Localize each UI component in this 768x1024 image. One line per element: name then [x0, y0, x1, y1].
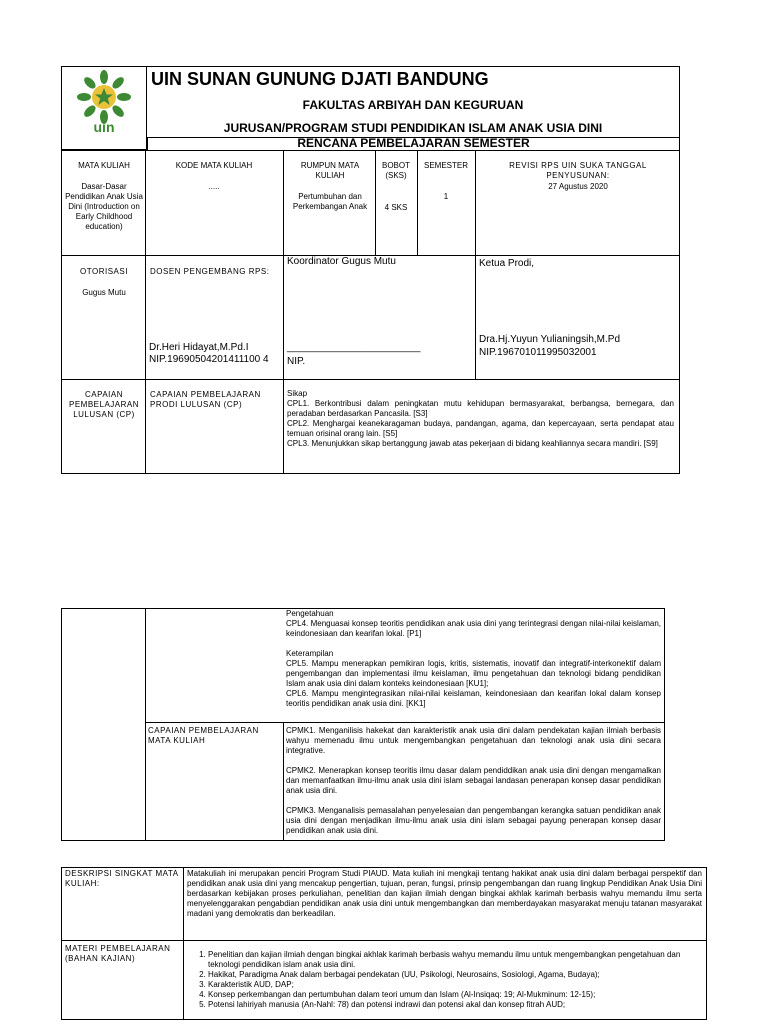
bobot-label: BOBOT (SKS) — [381, 161, 410, 180]
cpmk-block — [286, 726, 661, 836]
otorisasi-sub: Gugus Mutu — [82, 288, 126, 297]
kaprodi-nip: NIP.196701011995032001 — [479, 347, 597, 358]
list-item: 1. Penelitian dan kajian ilmiah dengan bingkai akhlak karimah berbasis wahyu memandu ilmu untuk mengembangkan pengetahuan dan teknologi pendidikan islam anak usia dini. — [208, 950, 681, 970]
list-item: 2. Hakikat, Paradigma Anak dalam berbagai pendekatan (UU, Psikologi, Neurosains, Sosiologi, Agama, Budaya); — [208, 970, 681, 980]
koordinator-label: Koordinator Gugus Mutu — [287, 256, 396, 267]
dosen-name: Dr.Heri Hidayat,M.Pd.I — [149, 342, 249, 353]
list-item: 4. Konsep perkembangan dan pertumbuhan dalam teori umum dan Islam (Al-Insiqaq: 19; Al-Mukminum: 12-15); — [208, 990, 681, 1000]
cpl2-text: CPL2. Menghargai keanekaragaman budaya, pandangan, agama, dan kepercayaan, serta pendapat atau temuan orisinal orang lain. [S5] — [287, 419, 674, 438]
department-name: JURUSAN/PROGRAM STUDI PENDIDIKAN ISLAM ANAK USIA DINI — [223, 121, 603, 135]
kode-mk-label: KODE MATA KULIAH — [175, 161, 253, 170]
cpmk3-text: CPMK3. Menganalisis pemasalahan penyelesaian dan pengembangan kerangka satuan pendidikan anak usia dini dengan menjadikan ilmu-ilmu anak usia dini islam sebagai payung penerapan konsep dasar pendidikan anak usia dini. — [286, 806, 661, 835]
materi-label: MATERI PEMBELAJARAN (BAHAN KAJIAN) — [65, 944, 171, 963]
pengetahuan-block — [286, 609, 661, 709]
cp-prodi-label: CAPAIAN PEMBELAJARAN PRODI LULUSAN (CP) — [150, 390, 261, 409]
dosen-nip: NIP.19690504201411100 4 — [149, 354, 269, 365]
faculty-name: FAKULTAS ARBIYAH DAN KEGURUAN — [302, 98, 524, 112]
koordinator-signature-line: ________________________ — [287, 342, 421, 353]
kaprodi-name: Dra.Hj.Yuyun Yulianingsih,M.Pd — [479, 334, 621, 345]
list-item: 5. Potensi lahiriyah manusia (An-Nahl: 78) dan potensi indrawi dan potensi akal dan konsep fitrah AUD; — [208, 1000, 681, 1010]
keterampilan-title: Keterampilan — [286, 649, 334, 658]
cpl6-text: CPL6. Mampu mengintegrasikan nilai-nilai keislaman, keindonesiaan dan kearifan lokal dalam konsep teoritis pendidikan anak usia dini. [KK1] — [286, 689, 661, 708]
cpl-label: CAPAIAN PEMBELAJARAN LULUSAN (CP) — [68, 390, 140, 419]
rumpun-value: Pertumbuhan dan Perkembangan Anak — [292, 192, 368, 211]
revisi-label: REVISI RPS UIN SUKA TANGGAL PENYUSUNAN: — [509, 161, 647, 180]
cpl4-text: CPL4. Menguasai konsep teoritis pendidikan anak usia dini yang terintegrasi dengan nilai-nilai keislaman, keindonesiaan dan kearifan lokal. [P1] — [286, 619, 661, 638]
kaprodi-label: Ketua Prodi, — [479, 258, 535, 269]
mata-kuliah-value: Dasar-Dasar Pendidikan Anak Usia Dini (Introduction on Early Childhood education) — [65, 182, 143, 231]
cp-sikap-block — [287, 389, 674, 449]
cpl5-text: CPL5. Mampu menerapkan pemikiran logis, kritis, sistematis, inovatif dan integratif-interkonektif dalam pengembangan dan implementasi ilmu keislaman, ilmu pengetahuan dan teknologi bidang pendidikan Islam anak usia dini dalam konteks keindonesiaan [KU1]; — [286, 659, 661, 688]
revisi-value: 27 Agustus 2020 — [548, 182, 608, 191]
semester-value: 1 — [443, 192, 449, 201]
cpmk-label: CAPAIAN PEMBELAJARAN MATA KULIAH — [148, 726, 259, 745]
doc-title: RENCANA PEMBELAJARAN SEMESTER — [297, 136, 530, 150]
pengetahuan-title: Pengetahuan — [286, 609, 334, 618]
cpmk1-text: CPMK1. Menganilisis hakekat dan karakteristik anak usia dini dalam pendekatan kajian ilmiah berbasis wahyu memenadu ilmu untuk mengembangkan pengetahuan dan teknologi anak usia dini secara integrative. — [286, 726, 661, 755]
materi-list — [186, 950, 681, 1010]
uin-logo-icon — [62, 67, 146, 149]
deskripsi-text: Matakuliah ini merupakan penciri Program Studi PIAUD. Mata kuliah ini mengkaji tentang hakikat anak usia dini dalam berbagai perspektif dan pendidikan anak usia dini yang mencakup pengertian, tujuan, peran, fungsi, prinsip pengembangan dan ruang lingkup Pendidikan Anak Usia Dini berdasarkan kebijakan proses perkuliahan, penelitian dan kajian ilmiah dengan bingkai akhlak karimah berbasis wahyu memandu ilmu serta menyelenggarakan pengabdian pendidikan anak usia dini untuk mengembangkan dan memberdayakan masyarakat menuju tatanan masyarakat madani yang demokratis dan berkeadilan. — [187, 869, 702, 918]
kode-mk-value: ..... — [208, 182, 220, 191]
semester-label: SEMESTER — [423, 161, 468, 170]
university-name: UIN SUNAN GUNUNG DJATI BANDUNG — [151, 69, 489, 89]
cpl3-text: CPL3. Menunjukkan sikap bertanggung jawab atas pekerjaan di bidang keahliannya secara mandiri. [S9] — [287, 439, 658, 448]
logo-cell — [61, 66, 147, 150]
mata-kuliah-label: MATA KULIAH — [78, 161, 130, 170]
otorisasi-label: OTORISASI — [80, 267, 128, 276]
bobot-value: 4 SKS — [384, 203, 408, 212]
sikap-title: Sikap — [287, 389, 308, 398]
dosen-pengembang-label: DOSEN PENGEMBANG RPS: — [150, 267, 270, 276]
logo-text: uin — [93, 119, 115, 135]
cpmk2-text: CPMK2. Menerapkan konsep teoritis ilmu dasar dalam pendiddikan anak usia dini dengan mengamalkan dan memanfaatkan ilmu-ilmu anak usia dini islam sebagai landasan penerapan konsep dasar pendidikan anak usia dini. — [286, 766, 661, 795]
list-item: 3. Karakteristik AUD, DAP; — [208, 980, 681, 990]
rumpun-label: RUMPUN MATA KULIAH — [300, 161, 360, 180]
koordinator-nip: NIP. — [287, 356, 306, 367]
deskripsi-label: DESKRIPSI SINGKAT MATA KULIAH: — [65, 869, 179, 888]
cpl1-text: CPL1. Berkontribusi dalam peningkatan mutu kehidupan bermasyarakat, berbangsa, bernegara, dan peradaban berdasarkan Pancasila. [S3] — [287, 399, 674, 418]
